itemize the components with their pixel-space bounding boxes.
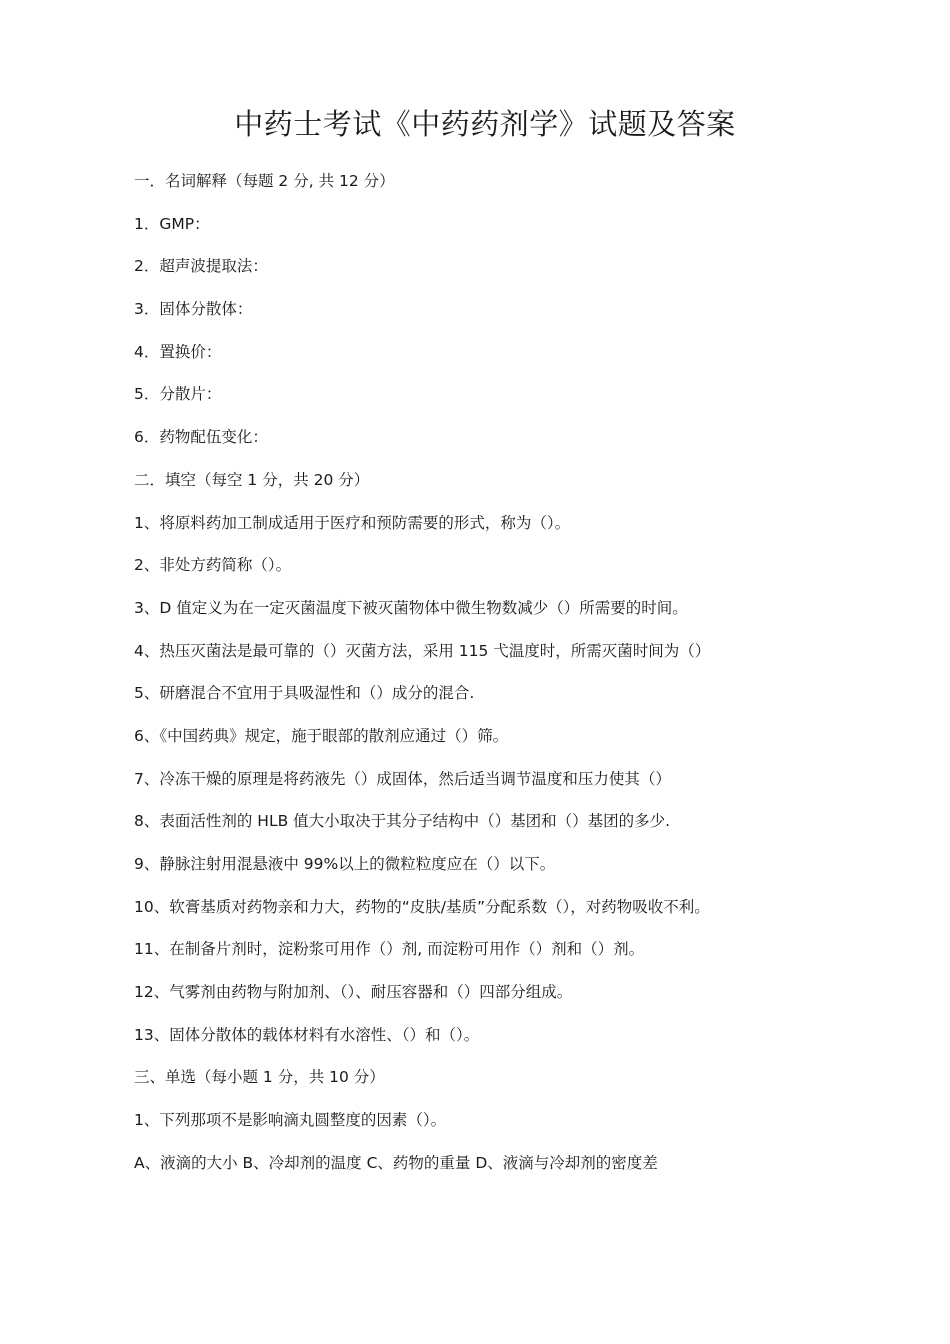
question-line: 2．超声波提取法： bbox=[134, 257, 268, 276]
section-heading: 二．填空（每空 1 分，共 20 分） bbox=[134, 470, 370, 489]
question-line: 3．固体分散体： bbox=[134, 300, 253, 319]
question-line: 6、《中国药典》规定，施于眼部的散剂应通过（）筛。 bbox=[134, 726, 509, 745]
document-body bbox=[134, 171, 924, 1196]
question-line: 11、在制备片剂时，淀粉浆可用作（）剂, 而淀粉可用作（）剂和（）剂。 bbox=[134, 940, 645, 959]
question-line: 4．置换价： bbox=[134, 342, 222, 361]
question-line: 2、非处方药简称（）。 bbox=[134, 556, 292, 575]
question-line: 5．分散片： bbox=[134, 385, 222, 404]
question-line: 13、固体分散体的载体材料有水溶性、（）和（）。 bbox=[134, 1025, 480, 1044]
document-title: 中药士考试《中药药剂学》试题及答案 bbox=[234, 107, 736, 141]
question-line: 7、冷冻干燥的原理是将药液先（）成固体，然后适当调节温度和压力使其（） bbox=[134, 769, 671, 788]
question-line: 4、热压灭菌法是最可靠的（）灭菌方法，采用 115 弋温度时，所需灭菌时间为（） bbox=[134, 641, 711, 660]
question-line: 12、气雾剂由药物与附加剂、（）、耐压容器和（）四部分组成。 bbox=[134, 983, 573, 1002]
question-line: 3、D 值定义为在一定灭菌温度下被灭菌物体中微生物数减少（）所需要的时间。 bbox=[134, 598, 688, 617]
section-heading: 一．名词解释（每题 2 分, 共 12 分） bbox=[134, 172, 395, 190]
question-line: 5、研磨混合不宜用于具吸湿性和（）成分的混合. bbox=[134, 684, 475, 703]
question-line: 1．GMP： bbox=[134, 214, 210, 233]
answer-options: A、液滴的大小 B、冷却剂的温度 C、药物的重量 D、液滴与冷却剂的密度差 bbox=[134, 1153, 658, 1172]
section-heading: 三、单选（每小题 1 分，共 10 分） bbox=[134, 1068, 385, 1087]
question-line: 1、下列那项不是影响滴丸圆整度的因素（）。 bbox=[134, 1111, 447, 1130]
question-line: 10、软膏基质对药物亲和力大，药物的“皮肤/基质”分配系数（），对药物吸收不利。 bbox=[134, 897, 710, 916]
question-line: 1、将原料药加工制成适用于医疗和预防需要的形式，称为（）。 bbox=[134, 513, 571, 532]
question-line: 8、表面活性剂的 HLB 值大小取决于其分子结构中（）基团和（）基团的多少. bbox=[134, 812, 671, 831]
question-line: 6．药物配伍变化： bbox=[134, 428, 268, 447]
question-line: 9、静脉注射用混悬液中 99%以上的微粒粒度应在（）以下。 bbox=[134, 855, 556, 873]
